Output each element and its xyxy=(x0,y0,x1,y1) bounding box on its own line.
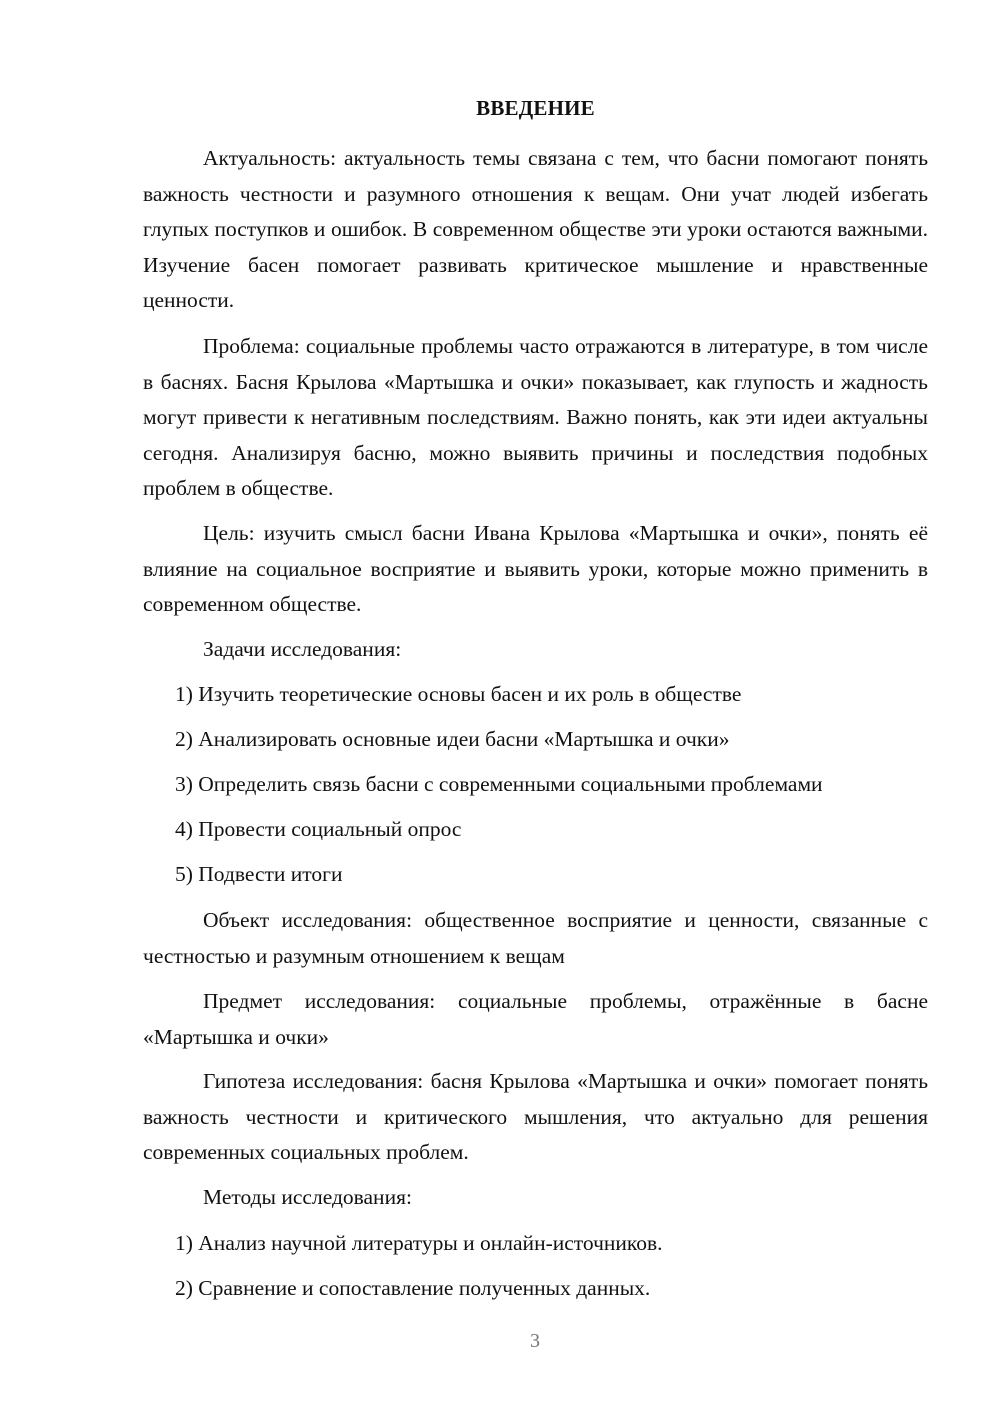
object-paragraph: Объект исследования: общественное восприятие и ценности, связанные с честностью и разумным отношением к вещам xyxy=(143,908,928,968)
relevance-paragraph: Актуальность: актуальность темы связана с тем, что басни помогают понять важность честности и разумного отношения к вещам. Они учат людей избегать глупых поступков и ошибок. В современном обществе эти уроки остаются важными. Изучение басен помогает развивать критическое мышление и нравственные ценности. xyxy=(143,146,928,312)
problem-paragraph: Проблема: социальные проблемы часто отражаются в литературе, в том числе в баснях. Басня Крылова «Мартышка и очки» показывает, как глупость и жадность могут привести к негативным последствиям. Важно понять, как эти идеи актуальны сегодня. Анализируя басню, можно выявить причины и последствия подобных проблем в обществе. xyxy=(143,334,928,500)
method-item-1: 1) Анализ научной литературы и онлайн-источников. xyxy=(175,1231,663,1255)
task-item-2: 2) Анализировать основные идеи басни «Мартышка и очки» xyxy=(175,727,730,751)
task-item-1: 1) Изучить теоретические основы басен и их роль в обществе xyxy=(175,682,742,706)
section-heading: ВВЕДЕНИЕ xyxy=(476,96,595,120)
subject-paragraph: Предмет исследования: социальные проблемы, отражённые в басне «Мартышка и очки» xyxy=(143,989,928,1049)
goal-paragraph: Цель: изучить смысл басни Ивана Крылова «Мартышка и очки», понять её влияние на социальное восприятие и выявить уроки, которые можно применить в современном обществе. xyxy=(143,521,928,616)
method-item-2: 2) Сравнение и сопоставление полученных данных. xyxy=(175,1276,651,1300)
task-item-5: 5) Подвести итоги xyxy=(175,862,343,886)
page-number: 3 xyxy=(530,1330,540,1352)
methods-title: Методы исследования: xyxy=(203,1185,412,1209)
task-item-4: 4) Провести социальный опрос xyxy=(175,817,462,841)
hypothesis-paragraph: Гипотеза исследования: басня Крылова «Мартышка и очки» помогает понять важность честности и критического мышления, что актуально для решения современных социальных проблем. xyxy=(143,1069,928,1164)
tasks-title: Задачи исследования: xyxy=(203,637,402,661)
task-item-3: 3) Определить связь басни с современными социальными проблемами xyxy=(175,772,823,796)
